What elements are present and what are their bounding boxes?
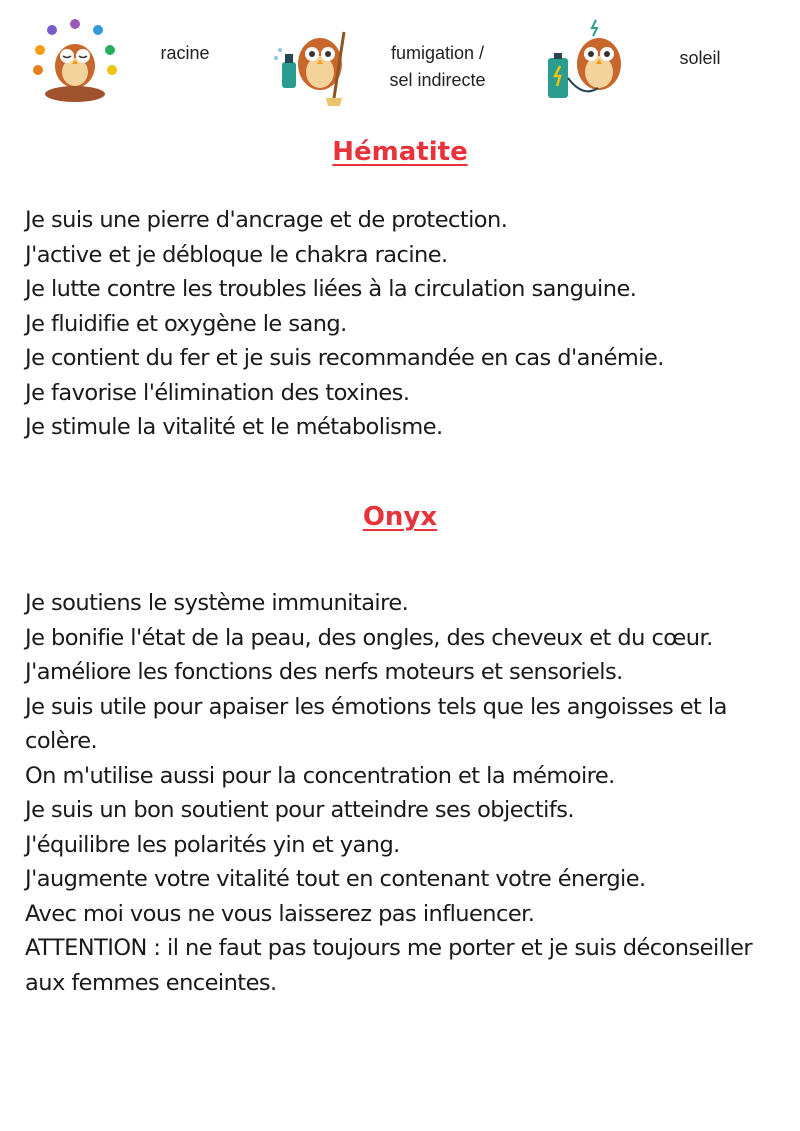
section-title-onyx: Onyx xyxy=(362,502,438,532)
text-line: Je stimule la vitalité et le métabolisme. xyxy=(25,414,443,440)
text-line: J'augmente votre vitalité tout en contenant votre énergie. xyxy=(25,866,646,892)
text-line: J'améliore les fonctions des nerfs moteurs et sensoriels. xyxy=(25,659,623,685)
label-line: soleil xyxy=(679,48,721,68)
cleaning-owl-spray-icon xyxy=(272,20,362,108)
text-line: J'équilibre les polarités yin et yang. xyxy=(25,831,400,858)
text-line: Je bonifie l'état de la peau, des ongles, des cheveux et du cœur. xyxy=(25,624,713,651)
text-line: Je suis utile pour apaiser les émotions tels que les angoisses et la colère. xyxy=(25,693,727,754)
text-line: Je fluidifie et oxygène le sang. xyxy=(25,310,347,337)
header-icons xyxy=(0,0,800,115)
text-line: Je soutiens le système immunitaire. xyxy=(25,590,409,616)
section-lines-hematite xyxy=(25,203,785,445)
text-line: Je suis une pierre d'ancrage et de protection. xyxy=(25,207,508,233)
text-line: Avec moi vous ne vous laisserez pas influencer. xyxy=(25,900,535,927)
icon-label-racine xyxy=(140,40,230,67)
text-line: On m'utilise aussi pour la concentration et la mémoire. xyxy=(25,762,615,789)
text-line: J'active et je débloque le chakra racine. xyxy=(25,241,448,268)
label-line: racine xyxy=(160,43,210,63)
section-title-hematite: Hématite xyxy=(332,137,468,167)
icon-label-soleil xyxy=(655,45,745,72)
text-line: Je suis un bon soutient pour atteindre ses objectifs. xyxy=(25,797,574,823)
meditating-owl-chakra-icon xyxy=(30,18,120,106)
text-line: Je lutte contre les troubles liées à la circulation sanguine. xyxy=(25,276,637,302)
label-line: sel indirecte xyxy=(389,70,486,90)
charging-owl-battery-icon xyxy=(544,18,634,106)
label-line: fumigation / xyxy=(390,43,485,63)
text-line: ATTENTION : il ne faut pas toujours me porter et je suis déconseiller aux femmes enceintes. xyxy=(25,935,753,996)
text-line: Je contient du fer et je suis recommandée en cas d'anémie. xyxy=(25,345,664,371)
text-line: Je favorise l'élimination des toxines. xyxy=(25,379,410,406)
section-lines-onyx xyxy=(25,586,785,1000)
icon-label-fumigation xyxy=(375,40,500,94)
